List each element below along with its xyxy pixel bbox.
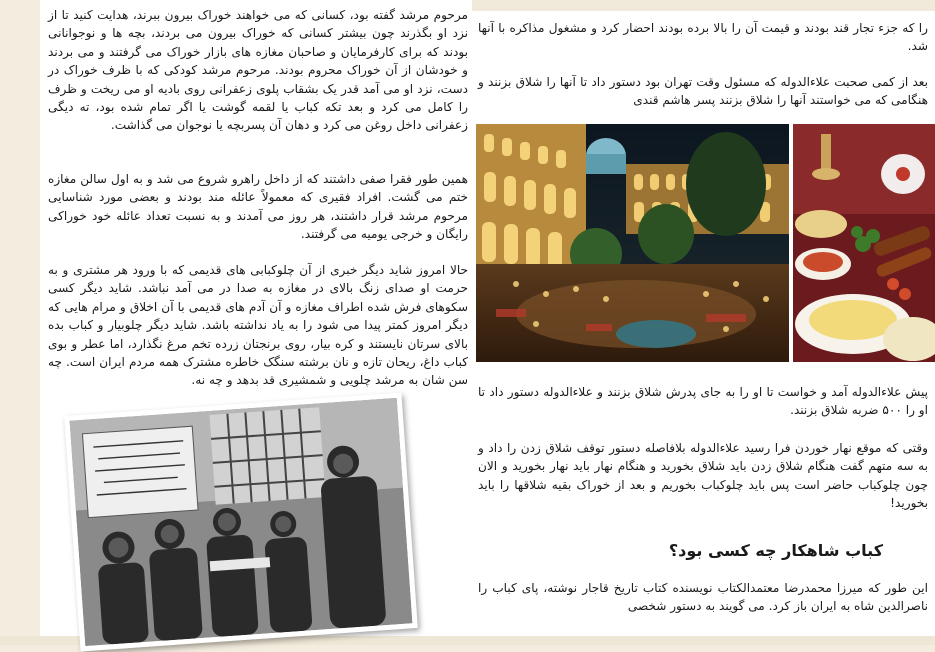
top-band [472, 0, 935, 11]
right-paragraph-2: بعد از کمی صحبت علاءالدوله که مسئول وقت تهران بود دستور داد تا آنها را شلاق بزنند و هنگامی که می خواستند آنها را شلاق بزنند پسر هاشم قندی [478, 75, 928, 108]
left-paragraph-2: همین طور فقرا صفی داشتند که از داخل راهرو شروع می شد و به اول سالن مغازه ختم می گشت. افراد فقیری که معمولاً عائله مند بودند و بعضی مورد شناسایی مرحوم مرشد قرار داشتند، هر روز می آمدند و به نسبت تعداد عائله خود خوراکی رایگان و خرجی یومیه می گرفتند. [48, 172, 468, 242]
right-paragraph-1: را که جزء تجار قند بودند و قیمت آن را بالا برده بودند احضار کرد و مشغول مذاکره با آنها شد. [478, 21, 928, 54]
section-heading: کباب شاهکار چه کسی بود؟ [668, 541, 883, 560]
right-paragraph-3: پیش علاءالدوله آمد و خواست تا او را به جای پدرش شلاق بزنند و علاءالدوله دستور داد تا او را ۵۰۰ ضربه شلاق بزنند. [478, 385, 928, 418]
page-margin [0, 0, 40, 645]
right-paragraph-5: این طور که میرزا محمدرضا معتمدالکتاب نویسنده کتاب تاریخ قاجار نوشته، پای کباب را ناصرالدین شاه به ایران باز کرد. می گویند به دستور شخصی [478, 581, 928, 614]
left-paragraph-3: حالا امروز شاید دیگر خبری از آن چلوکبابی های قدیمی که با ورود هر مشتری و به حرمت او صدای زنگ بالای در مغازه به صدا در می آمد نباشد. شاید دیگر کسی سکوهای فرش شده اطراف مغازه و آن آدم های قدیمی با آن اخلاق و مرام هایی که دیگر امروز کمتر پیدا می شود را به یاد نداشته باشد. شاید دیگر چلوبیار و کباب بده بالای سرتان نایستند و کره بیار، روی برنجتان زرده تخم مرغ نگذارد، اما عطر و بوی کباب داغ، ریحان تازه و نان برشته سنگک خاطره مشترک همه مردم ایران است. چه سن شان به مرشد چلویی و شمشیری قد بدهد و چه نه. [48, 263, 468, 388]
left-paragraph-1: مرحوم مرشد گفته بود، کسانی که می خواهند خوراک بیرون ببرند، هدایت کنید تا از نزد او بگذرند چون بیشتر کسانی که خوراک بیرون می بردند، بچه ها و نوجوانانی بودند که برای کارفرمایان و صاحبان مغازه های بازار خوراک می گرفتند و می بردند و خودشان از آن خوراک محروم بودند. مرحوم مرشد کودکی که با ظرف خوراک در دست، نزد او می آمد قدر یک بشقاب پلوی زعفرانی روی بادیه او می ریخت و ظرف را کامل می کرد و بعد تکه کباب یا لقمه گوشت یا اگر تمام شده بود، ته دیگی زعفرانی داخل روغن می کرد و دهان آن پسربچه یا نوجوان می گذاشت. [48, 8, 468, 133]
vintage-restaurant-photo [64, 392, 418, 651]
courtyard-night-photo [476, 124, 789, 362]
right-paragraph-4: وقتی که موقع نهار خوردن فرا رسید علاءالدوله بلافاصله دستور توقف شلاق زدن را داد و به سه متهم گفت هنگام شلاق زدن باید شلاق بخورید و هنگام نهار باید نهار بخورید و الان چون چلوکباب حاضر است پس باید چلوکباب بخوریم و بعد از خوراک بقیه شلاقها را باید بخورید! [478, 441, 928, 511]
kebab-platter-photo [793, 124, 935, 362]
